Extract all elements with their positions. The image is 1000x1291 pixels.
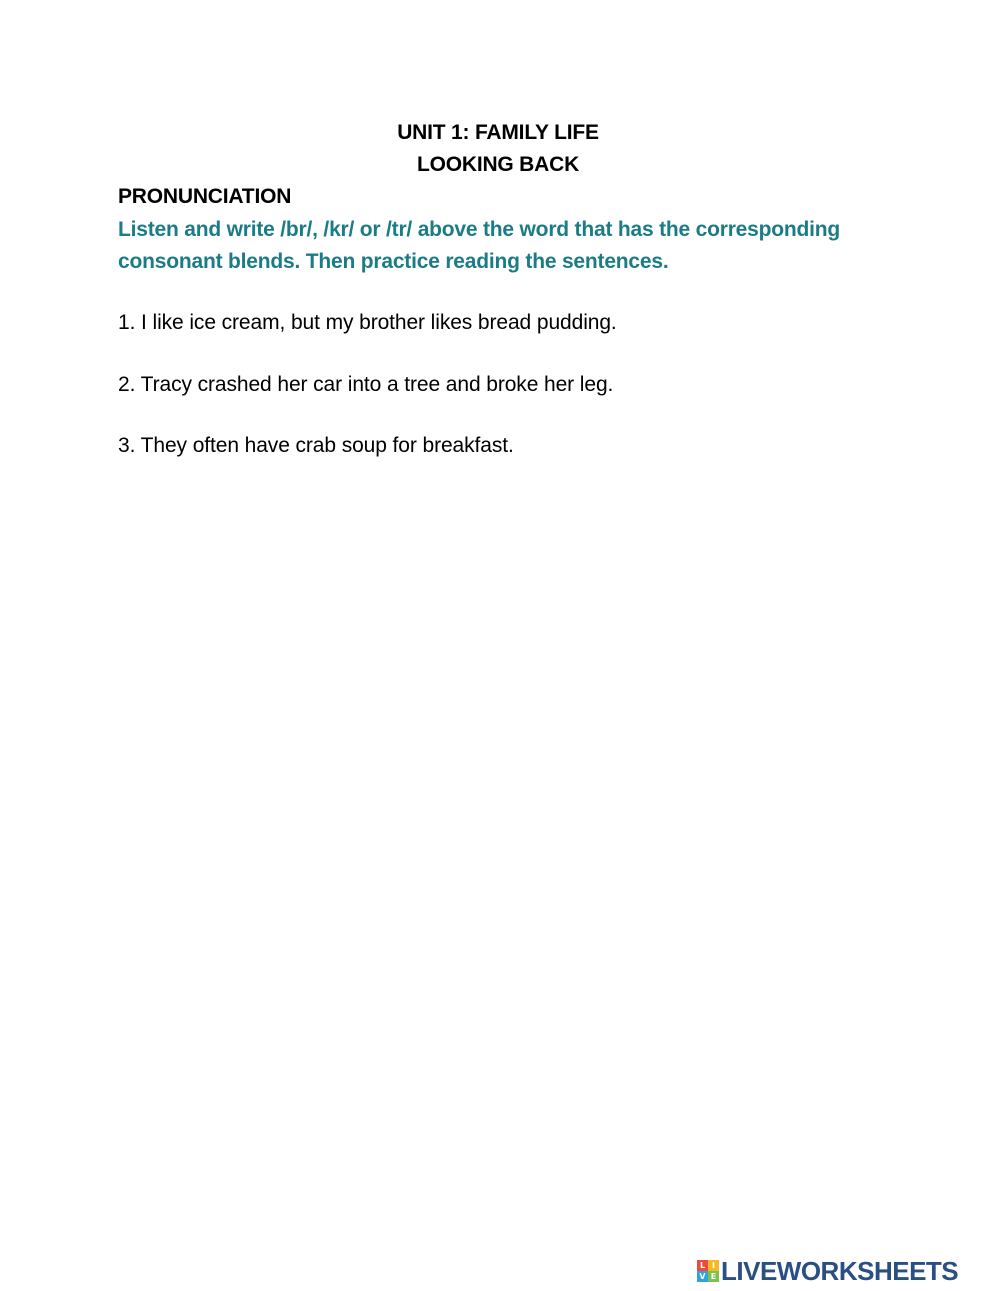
sentence-2: 2. Tracy crashed her car into a tree and broke her leg. [118,373,614,396]
section-title: LOOKING BACK [416,153,580,176]
logo-letter-e: E [708,1271,719,1282]
sentence-1: 1. I like ice cream, but my brother likes bread pudding. [118,311,617,334]
liveworksheets-logo-icon [697,1260,719,1282]
brand-text: LIVEWORKSHEETS [721,1256,959,1286]
liveworksheets-logo [697,1257,958,1285]
exercise-instruction: Listen and write /br/, /kr/ or /tr/ above the word that has the corresponding consonant blends. Then practice reading the sentences. [118,218,841,273]
logo-letter-i: I [708,1260,719,1271]
logo-letter-l: L [697,1260,708,1271]
exercise-heading: PRONUNCIATION [118,185,292,208]
sentence-3: 3. They often have crab soup for breakfast. [118,434,514,457]
logo-letter-v: V [697,1271,708,1282]
unit-title: UNIT 1: FAMILY LIFE [397,121,599,144]
